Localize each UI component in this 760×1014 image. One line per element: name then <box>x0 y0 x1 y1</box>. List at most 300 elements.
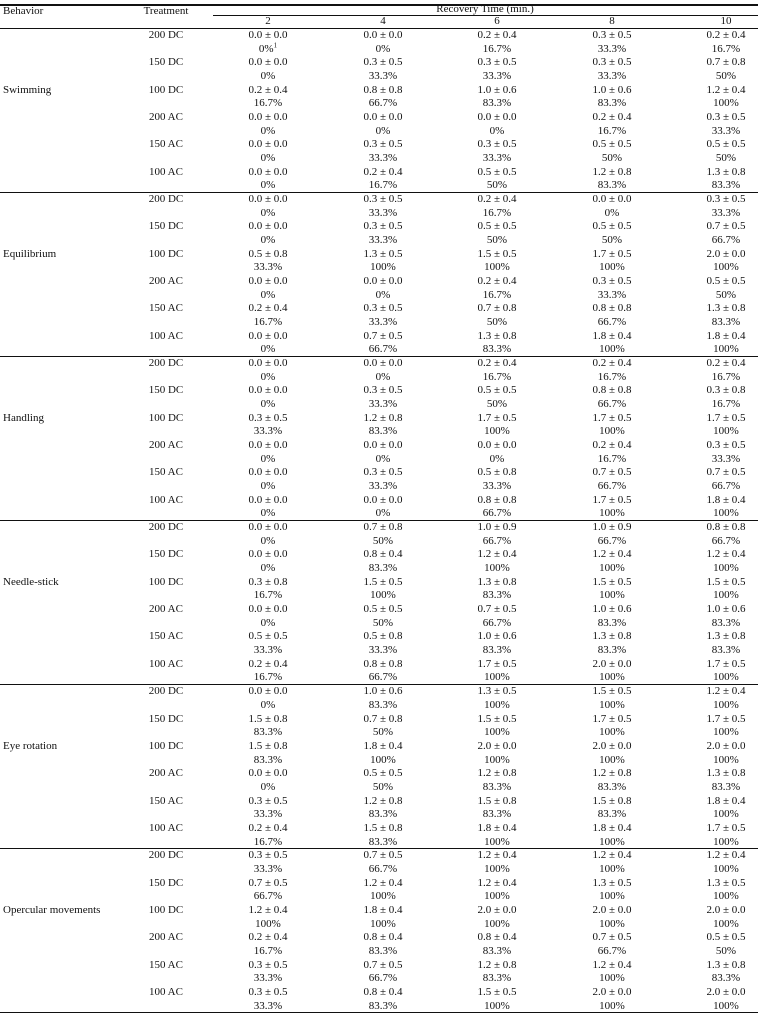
mean-sd-cell: 0.7 ± 0.5 <box>363 849 403 862</box>
percent-cell: 100% <box>599 671 625 684</box>
mean-sd-cell: 1.5 ± 0.8 <box>248 712 288 725</box>
time-header-6: 6 <box>494 15 500 27</box>
mean-sd-cell: 0.5 ± 0.5 <box>592 138 632 151</box>
percent-cell: 0% <box>260 452 276 465</box>
mean-sd-cell: 1.3 ± 0.5 <box>592 876 632 889</box>
percent-cell: 33.3% <box>482 70 512 82</box>
mean-sd-cell: 0.0 ± 0.0 <box>248 384 288 397</box>
mean-sd-cell: 1.3 ± 0.8 <box>706 767 746 780</box>
percent-cell: 0% <box>260 480 276 493</box>
percent-cell: 100% <box>713 917 739 930</box>
mean-sd-cell: 1.3 ± 0.8 <box>706 302 746 315</box>
percent-cell: 83.3% <box>711 972 741 985</box>
mean-sd-cell: 0.7 ± 0.5 <box>477 603 517 616</box>
treatment-label: 150 DC <box>148 548 184 561</box>
percent-cell: 33.3% <box>711 124 741 137</box>
treatment-label: 200 AC <box>149 111 183 124</box>
mean-sd-cell: 1.2 ± 0.4 <box>706 849 746 862</box>
percent-cell: 33.3% <box>253 862 283 875</box>
percent-cell: 16.7% <box>482 370 512 383</box>
recovery-time-rule <box>213 15 758 16</box>
percent-cell: 100% <box>713 589 739 602</box>
mean-sd-cell: 1.7 ± 0.5 <box>706 411 746 424</box>
treatment-label: 150 AC <box>149 794 183 807</box>
mean-sd-cell: 0.8 ± 0.4 <box>477 931 517 944</box>
percent-cell: 100% <box>255 917 281 930</box>
treatment-label: 150 AC <box>149 302 183 315</box>
mean-sd-cell: 1.8 ± 0.4 <box>363 903 403 916</box>
percent-cell: 83.3% <box>711 780 741 793</box>
percent-cell: 100% <box>713 808 739 821</box>
mean-sd-cell: 1.7 ± 0.5 <box>592 493 632 506</box>
percent-cell: 83.3% <box>597 808 627 821</box>
percent-cell: 100% <box>484 671 510 684</box>
percent-cell: 33.3% <box>482 152 512 165</box>
percent-cell: 100% <box>484 698 510 711</box>
mean-sd-cell: 1.5 ± 0.5 <box>592 575 632 588</box>
mean-sd-cell: 0.7 ± 0.5 <box>248 876 288 889</box>
mean-sd-cell: 1.3 ± 0.8 <box>477 575 517 588</box>
percent-cell: 100% <box>713 753 739 766</box>
mean-sd-cell: 2.0 ± 0.0 <box>706 739 746 752</box>
percent-cell: 0% <box>260 152 276 165</box>
percent-cell: 50% <box>715 152 737 165</box>
mean-sd-cell: 0.8 ± 0.8 <box>592 302 632 315</box>
percent-cell: 50% <box>715 70 737 82</box>
percent-cell: 33.3% <box>368 316 398 329</box>
header-behavior: Behavior <box>3 5 44 17</box>
treatment-label: 150 DC <box>148 712 184 725</box>
mean-sd-cell: 1.5 ± 0.8 <box>248 739 288 752</box>
mean-sd-cell: 0.7 ± 0.5 <box>592 466 632 479</box>
percent-cell: 33.3% <box>368 644 398 657</box>
mean-sd-cell: 1.7 ± 0.5 <box>477 657 517 670</box>
percent-cell: 16.7% <box>482 288 512 301</box>
mean-sd-cell: 2.0 ± 0.0 <box>592 739 632 752</box>
percent-cell: 100% <box>599 698 625 711</box>
mean-sd-cell: 0.2 ± 0.4 <box>477 357 517 370</box>
mean-sd-cell: 1.5 ± 0.5 <box>477 247 517 260</box>
mean-sd-cell: 1.5 ± 0.8 <box>477 794 517 807</box>
time-header-4: 4 <box>380 15 386 27</box>
percent-cell: 100% <box>713 671 739 684</box>
mean-sd-cell: 0.2 ± 0.4 <box>592 111 632 124</box>
mean-sd-cell: 0.0 ± 0.0 <box>248 357 288 370</box>
percent-cell: 50% <box>372 534 394 547</box>
percent-cell: 16.7% <box>368 179 398 192</box>
percent-cell: 33.3% <box>253 999 283 1012</box>
mean-sd-cell: 0.0 ± 0.0 <box>477 111 517 124</box>
treatment-label: 150 AC <box>149 466 183 479</box>
mean-sd-cell: 0.3 ± 0.5 <box>363 56 403 69</box>
percent-cell: 100% <box>599 835 625 848</box>
percent-cell: 100% <box>484 261 510 274</box>
percent-cell: 0% <box>489 452 505 465</box>
percent-cell: 50% <box>486 234 508 247</box>
mean-sd-cell: 1.2 ± 0.4 <box>477 548 517 561</box>
mean-sd-cell: 0.0 ± 0.0 <box>248 466 288 479</box>
mean-sd-cell: 1.8 ± 0.4 <box>706 329 746 342</box>
percent-cell: 33.3% <box>368 480 398 493</box>
percent-cell: 50% <box>601 234 623 247</box>
mean-sd-cell: 0.5 ± 0.5 <box>248 630 288 643</box>
percent-cell: 83.3% <box>597 97 627 110</box>
mean-sd-cell: 0.0 ± 0.0 <box>248 548 288 561</box>
behavior-label: Opercular movements <box>3 903 101 916</box>
percent-cell: 33.3% <box>482 480 512 493</box>
mean-sd-cell: 0.0 ± 0.0 <box>477 439 517 452</box>
mean-sd-cell: 1.3 ± 0.5 <box>363 247 403 260</box>
percent-cell: 100% <box>713 698 739 711</box>
treatment-label: 150 AC <box>149 958 183 971</box>
percent-cell: 0% <box>260 780 276 793</box>
percent-cell: 66.7% <box>482 507 512 520</box>
percent-cell: 100% <box>599 862 625 875</box>
mean-sd-cell: 1.8 ± 0.4 <box>592 821 632 834</box>
percent-cell: 16.7% <box>253 944 283 957</box>
mean-sd-cell: 2.0 ± 0.0 <box>706 247 746 260</box>
mean-sd-cell: 1.2 ± 0.4 <box>706 83 746 96</box>
percent-cell: 16.7% <box>253 671 283 684</box>
mean-sd-cell: 0.8 ± 0.4 <box>363 985 403 998</box>
mean-sd-cell: 0.3 ± 0.5 <box>248 411 288 424</box>
mean-sd-cell: 0.5 ± 0.5 <box>477 165 517 178</box>
percent-cell: 100% <box>599 507 625 520</box>
behavior-label: Needle-stick <box>3 575 59 588</box>
time-header-8: 8 <box>609 15 615 27</box>
treatment-label: 100 AC <box>149 329 183 342</box>
mean-sd-cell: 0.7 ± 0.5 <box>363 329 403 342</box>
treatment-label: 200 DC <box>148 29 184 41</box>
percent-cell: 33.3% <box>253 972 283 985</box>
percent-cell: 83.3% <box>597 616 627 629</box>
percent-cell: 16.7% <box>253 316 283 329</box>
percent-cell: 66.7% <box>253 890 283 903</box>
mean-sd-cell: 0.3 ± 0.5 <box>477 56 517 69</box>
mean-sd-cell: 0.0 ± 0.0 <box>363 439 403 452</box>
mean-sd-cell: 0.3 ± 0.5 <box>592 275 632 288</box>
percent-cell: 0% <box>260 124 276 137</box>
percent-cell: 83.3% <box>482 589 512 602</box>
mean-sd-cell: 1.0 ± 0.6 <box>706 603 746 616</box>
mean-sd-cell: 0.0 ± 0.0 <box>248 767 288 780</box>
percent-cell: 83.3% <box>482 944 512 957</box>
mean-sd-cell: 0.5 ± 0.5 <box>363 603 403 616</box>
mean-sd-cell: 0.3 ± 0.5 <box>363 138 403 151</box>
mean-sd-cell: 0.0 ± 0.0 <box>248 275 288 288</box>
mean-sd-cell: 1.2 ± 0.8 <box>477 958 517 971</box>
percent-cell: 66.7% <box>597 534 627 547</box>
percent-cell: 100% <box>599 999 625 1012</box>
percent-cell: 66.7% <box>597 944 627 957</box>
mean-sd-cell: 1.5 ± 0.5 <box>592 685 632 698</box>
mean-sd-cell: 1.2 ± 0.4 <box>592 958 632 971</box>
percent-cell: 83.3% <box>368 562 398 575</box>
mean-sd-cell: 0.0 ± 0.0 <box>248 603 288 616</box>
percent-cell: 100% <box>713 507 739 520</box>
percent-cell: 16.7% <box>482 42 512 55</box>
mean-sd-cell: 0.2 ± 0.4 <box>248 83 288 96</box>
percent-cell: 100% <box>599 753 625 766</box>
mean-sd-cell: 1.3 ± 0.8 <box>477 329 517 342</box>
percent-cell: 33.3% <box>368 206 398 219</box>
percent-cell: 66.7% <box>597 398 627 411</box>
mean-sd-cell: 0.5 ± 0.5 <box>592 220 632 233</box>
treatment-label: 100 DC <box>148 739 184 752</box>
mean-sd-cell: 0.0 ± 0.0 <box>248 493 288 506</box>
mean-sd-cell: 1.3 ± 0.5 <box>477 685 517 698</box>
treatment-label: 200 DC <box>148 849 184 862</box>
mean-sd-cell: 1.2 ± 0.4 <box>592 548 632 561</box>
treatment-label: 100 DC <box>148 575 184 588</box>
percent-cell: 100% <box>484 425 510 438</box>
percent-cell: 66.7% <box>711 480 741 493</box>
percent-cell: 0% <box>375 42 391 55</box>
percent-cell: 66.7% <box>482 616 512 629</box>
percent-cell: 83.3% <box>597 644 627 657</box>
percent-cell: 83.3% <box>368 698 398 711</box>
mean-sd-cell: 0.3 ± 0.5 <box>248 958 288 971</box>
mean-sd-cell: 0.0 ± 0.0 <box>248 521 288 534</box>
treatment-label: 200 DC <box>148 685 184 698</box>
mean-sd-cell: 1.3 ± 0.8 <box>706 630 746 643</box>
mean-sd-cell: 1.2 ± 0.8 <box>477 767 517 780</box>
percent-cell: 16.7% <box>482 206 512 219</box>
treatment-label: 150 AC <box>149 630 183 643</box>
mean-sd-cell: 1.2 ± 0.8 <box>592 767 632 780</box>
mean-sd-cell: 1.8 ± 0.4 <box>363 739 403 752</box>
behavior-label: Eye rotation <box>3 739 58 752</box>
mean-sd-cell: 1.2 ± 0.8 <box>363 411 403 424</box>
top-rule <box>0 4 758 6</box>
mean-sd-cell: 0.0 ± 0.0 <box>248 193 288 206</box>
mean-sd-cell: 1.2 ± 0.4 <box>477 876 517 889</box>
percent-cell: 33.3% <box>368 152 398 165</box>
mean-sd-cell: 1.0 ± 0.9 <box>477 521 517 534</box>
percent-cell: 83.3% <box>711 179 741 192</box>
percent-cell: 33.3% <box>597 70 627 82</box>
percent-cell: 33.3% <box>253 644 283 657</box>
mean-sd-cell: 0.0 ± 0.0 <box>248 29 288 41</box>
percent-cell: 16.7% <box>711 42 741 55</box>
mean-sd-cell: 0.8 ± 0.8 <box>592 384 632 397</box>
treatment-label: 200 AC <box>149 931 183 944</box>
treatment-label: 200 AC <box>149 275 183 288</box>
mean-sd-cell: 1.2 ± 0.8 <box>363 794 403 807</box>
percent-cell: 100% <box>484 917 510 930</box>
mean-sd-cell: 0.0 ± 0.0 <box>248 220 288 233</box>
mean-sd-cell: 0.0 ± 0.0 <box>248 685 288 698</box>
percent-cell: 0% <box>604 206 620 219</box>
percent-cell: 83.3% <box>482 808 512 821</box>
mean-sd-cell: 0.7 ± 0.8 <box>363 521 403 534</box>
percent-cell: 100% <box>599 261 625 274</box>
mean-sd-cell: 1.7 ± 0.5 <box>592 247 632 260</box>
percent-cell: 83.3% <box>368 999 398 1012</box>
mean-sd-cell: 1.5 ± 0.8 <box>363 821 403 834</box>
percent-cell: 50% <box>372 616 394 629</box>
percent-cell: 33.3% <box>368 70 398 82</box>
mean-sd-cell: 0.3 ± 0.5 <box>592 29 632 41</box>
percent-cell: 50% <box>372 780 394 793</box>
percent-cell: 83.3% <box>482 780 512 793</box>
mean-sd-cell: 2.0 ± 0.0 <box>706 903 746 916</box>
mean-sd-cell: 0.2 ± 0.4 <box>248 931 288 944</box>
percent-cell: 66.7% <box>368 972 398 985</box>
mean-sd-cell: 1.3 ± 0.8 <box>592 630 632 643</box>
percent-cell: 50% <box>372 726 394 739</box>
mean-sd-cell: 0.0 ± 0.0 <box>363 275 403 288</box>
mean-sd-cell: 0.2 ± 0.4 <box>706 357 746 370</box>
mean-sd-cell: 0.3 ± 0.5 <box>706 439 746 452</box>
treatment-label: 200 AC <box>149 603 183 616</box>
percent-cell: 100% <box>713 562 739 575</box>
percent-cell: 16.7% <box>711 370 741 383</box>
mean-sd-cell: 1.0 ± 0.6 <box>477 630 517 643</box>
mean-sd-cell: 1.2 ± 0.4 <box>363 876 403 889</box>
percent-cell: 16.7% <box>253 835 283 848</box>
mean-sd-cell: 0.8 ± 0.8 <box>363 83 403 96</box>
mean-sd-cell: 1.2 ± 0.4 <box>248 903 288 916</box>
percent-cell: 83.3% <box>368 944 398 957</box>
mean-sd-cell: 0.2 ± 0.4 <box>248 821 288 834</box>
mean-sd-cell: 1.8 ± 0.4 <box>706 794 746 807</box>
treatment-label: 150 DC <box>148 876 184 889</box>
mean-sd-cell: 0.0 ± 0.0 <box>248 165 288 178</box>
mean-sd-cell: 0.0 ± 0.0 <box>248 56 288 69</box>
percent-cell: 33.3% <box>711 452 741 465</box>
mean-sd-cell: 0.5 ± 0.8 <box>248 247 288 260</box>
percent-cell: 100% <box>713 999 739 1012</box>
percent-cell: 100% <box>713 97 739 110</box>
percent-cell: 100% <box>370 589 396 602</box>
mean-sd-cell: 0.0 ± 0.0 <box>248 111 288 124</box>
mean-sd-cell: 0.8 ± 0.8 <box>477 493 517 506</box>
percent-cell: 100% <box>484 999 510 1012</box>
percent-cell: 16.7% <box>253 97 283 110</box>
percent-cell: 66.7% <box>368 862 398 875</box>
mean-sd-cell: 0.3 ± 0.8 <box>248 575 288 588</box>
mean-sd-cell: 1.8 ± 0.4 <box>592 329 632 342</box>
treatment-label: 100 DC <box>148 903 184 916</box>
mean-sd-cell: 0.7 ± 0.8 <box>706 56 746 69</box>
percent-cell: 83.3% <box>482 644 512 657</box>
percent-cell: 16.7% <box>711 398 741 411</box>
percent-cell: 66.7% <box>597 480 627 493</box>
mean-sd-cell: 0.2 ± 0.4 <box>706 29 746 41</box>
behavior-label: Swimming <box>3 83 52 96</box>
percent-cell: 83.3% <box>368 425 398 438</box>
time-header-10: 10 <box>720 15 732 27</box>
percent-cell: 83.3% <box>368 808 398 821</box>
percent-cell: 16.7% <box>597 124 627 137</box>
percent-cell: 100% <box>484 562 510 575</box>
mean-sd-cell: 0.5 ± 0.5 <box>706 138 746 151</box>
percent-cell: 83.3% <box>597 780 627 793</box>
treatment-label: 100 AC <box>149 821 183 834</box>
percent-cell: 66.7% <box>711 234 741 247</box>
mean-sd-cell: 0.7 ± 0.5 <box>706 466 746 479</box>
mean-sd-cell: 1.5 ± 0.5 <box>477 712 517 725</box>
percent-cell: 100% <box>370 753 396 766</box>
mean-sd-cell: 1.7 ± 0.5 <box>706 821 746 834</box>
percent-cell: 83.3% <box>482 972 512 985</box>
mean-sd-cell: 2.0 ± 0.0 <box>592 657 632 670</box>
mean-sd-cell: 0.2 ± 0.4 <box>477 193 517 206</box>
treatment-label: 200 DC <box>148 521 184 534</box>
percent-cell: 83.3% <box>368 835 398 848</box>
mean-sd-cell: 2.0 ± 0.0 <box>477 903 517 916</box>
mean-sd-cell: 0.8 ± 0.8 <box>363 657 403 670</box>
mean-sd-cell: 0.5 ± 0.5 <box>477 384 517 397</box>
mean-sd-cell: 0.2 ± 0.4 <box>363 165 403 178</box>
mean-sd-cell: 0.3 ± 0.5 <box>363 302 403 315</box>
mean-sd-cell: 1.8 ± 0.4 <box>477 821 517 834</box>
footnote-mark: 1 <box>273 41 278 49</box>
mean-sd-cell: 0.5 ± 0.8 <box>477 466 517 479</box>
behavior-label: Handling <box>3 411 44 424</box>
mean-sd-cell: 0.7 ± 0.5 <box>592 931 632 944</box>
percent-cell: 66.7% <box>711 534 741 547</box>
percent-cell: 100% <box>713 890 739 903</box>
treatment-label: 100 AC <box>149 165 183 178</box>
mean-sd-cell: 0.7 ± 0.8 <box>477 302 517 315</box>
mean-sd-cell: 0.0 ± 0.0 <box>248 439 288 452</box>
percent-cell: 50% <box>715 288 737 301</box>
percent-cell: 100% <box>599 343 625 356</box>
percent-cell: 100% <box>599 726 625 739</box>
percent-cell: 33.3% <box>597 42 627 55</box>
mean-sd-cell: 0.3 ± 0.5 <box>363 466 403 479</box>
percent-cell: 50% <box>486 398 508 411</box>
percent-cell: 0% <box>260 616 276 629</box>
mean-sd-cell: 1.3 ± 0.8 <box>706 165 746 178</box>
mean-sd-cell: 0.3 ± 0.5 <box>363 220 403 233</box>
mean-sd-cell: 0.2 ± 0.4 <box>592 357 632 370</box>
percent-cell: 100% <box>599 425 625 438</box>
mean-sd-cell: 0.3 ± 0.5 <box>363 384 403 397</box>
percent-cell: 33.3% <box>368 398 398 411</box>
percent-cell: 50% <box>486 179 508 192</box>
percent-cell: 0% <box>260 206 276 219</box>
mean-sd-cell: 0.3 ± 0.5 <box>706 193 746 206</box>
percent-cell: 0% <box>260 534 276 547</box>
treatment-label: 150 DC <box>148 384 184 397</box>
mean-sd-cell: 1.8 ± 0.4 <box>706 493 746 506</box>
mean-sd-cell: 0.3 ± 0.8 <box>706 384 746 397</box>
bottom-rule <box>0 1012 758 1014</box>
mean-sd-cell: 1.3 ± 0.8 <box>706 958 746 971</box>
percent-cell: 66.7% <box>368 343 398 356</box>
mean-sd-cell: 0.8 ± 0.8 <box>706 521 746 534</box>
mean-sd-cell: 0.5 ± 0.8 <box>363 630 403 643</box>
percent-cell: 100% <box>713 726 739 739</box>
percent-cell: 33.3% <box>253 261 283 274</box>
percent-cell: 0% <box>260 179 276 192</box>
percent-cell: 100% <box>484 835 510 848</box>
header-treatment: Treatment <box>143 5 189 17</box>
mean-sd-cell: 0.2 ± 0.4 <box>477 29 517 41</box>
treatment-label: 200 DC <box>148 357 184 370</box>
treatment-label: 100 AC <box>149 657 183 670</box>
percent-cell: 100% <box>370 890 396 903</box>
percent-cell: 33.3% <box>253 808 283 821</box>
mean-sd-cell: 0.0 ± 0.0 <box>363 357 403 370</box>
percent-cell: 0% <box>260 343 276 356</box>
mean-sd-cell: 1.7 ± 0.5 <box>706 657 746 670</box>
percent-cell: 33.3% <box>368 234 398 247</box>
percent-cell: 0% <box>260 507 276 520</box>
